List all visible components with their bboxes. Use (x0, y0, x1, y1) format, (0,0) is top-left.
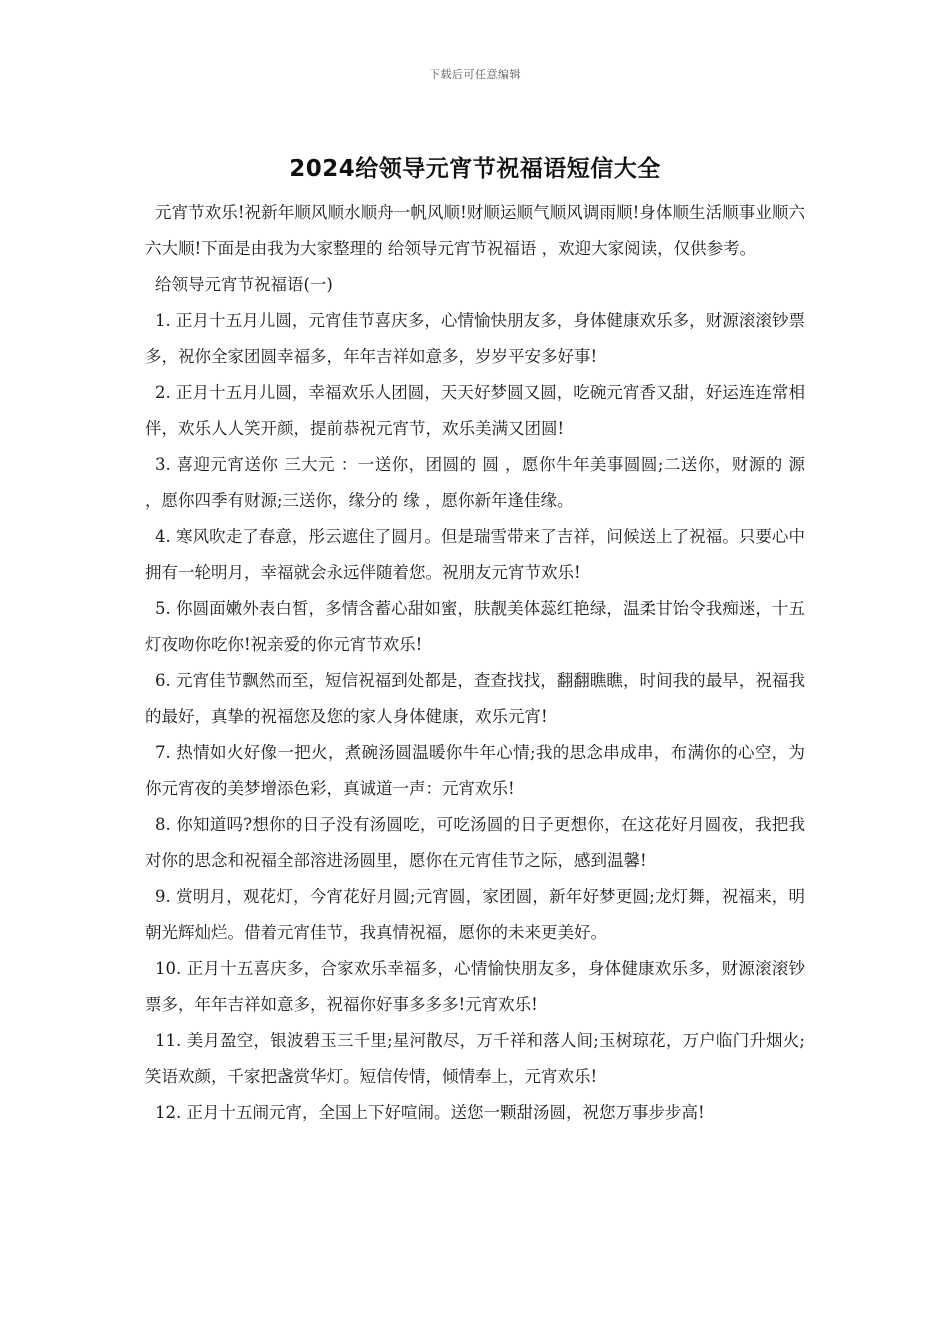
list-item: 8. 你知道吗?想你的日子没有汤圆吃，可吃汤圆的日子更想你，在这花好月圆夜，我把我对你的思念和祝福全部溶进汤圆里，愿你在元宵佳节之际，感到温馨! (145, 815, 805, 870)
list-item: 4. 寒风吹走了春意，彤云遮住了圆月。但是瑞雪带来了吉祥，问候送上了祝福。只要心中拥有一轮明月，幸福就会永远伴随着您。祝朋友元宵节欢乐! (145, 527, 805, 582)
list-item: 12. 正月十五闹元宵，全国上下好喧闹。送您一颗甜汤圆，祝您万事步步高! (155, 1103, 705, 1122)
list-item: 1. 正月十五月儿圆，元宵佳节喜庆多，心情愉快朋友多，身体健康欢乐多，财源滚滚钞票多，祝你全家团圆幸福多，年年吉祥如意多，岁岁平安多好事! (145, 311, 805, 366)
list-item: 10. 正月十五喜庆多，合家欢乐幸福多，心情愉快朋友多，身体健康欢乐多，财源滚滚钞票多，年年吉祥如意多，祝福你好事多多多!元宵欢乐! (145, 959, 805, 1014)
intro-paragraph: 元宵节欢乐!祝新年顺风顺水顺舟一帆风顺!财顺运顺气顺风调雨顺!身体顺生活顺事业顺六六大顺!下面是由我为大家整理的 给领导元宵节祝福语 ，欢迎大家阅读，仅供参考。 (145, 203, 805, 258)
document-title: 2024给领导元宵节祝福语短信大全 (289, 156, 661, 182)
list-item: 7. 热情如火好像一把火，煮碗汤圆温暖你牛年心情;我的思念串成串，布满你的心空，为你元宵夜的美梦增添色彩，真诚道一声：元宵欢乐! (145, 743, 805, 798)
document-body (145, 195, 805, 1131)
page-header-note: 下载后可任意编辑 (429, 68, 521, 81)
list-item: 9. 赏明月，观花灯，今宵花好月圆;元宵圆，家团圆，新年好梦更圆;龙灯舞，祝福来，明朝光辉灿烂。借着元宵佳节，我真情祝福，愿你的未来更美好。 (145, 887, 805, 942)
list-item: 11. 美月盈空，银波碧玉三千里;星河散尽，万千祥和落人间;玉树琼花，万户临门升烟火;笑语欢颜，千家把盏赏华灯。短信传情，倾情奉上，元宵欢乐! (145, 1031, 805, 1086)
list-item: 2. 正月十五月儿圆，幸福欢乐人团圆，天天好梦圆又圆，吃碗元宵香又甜，好运连连常相伴，欢乐人人笑开颜，提前恭祝元宵节，欢乐美满又团圆! (145, 383, 805, 438)
list-item: 3. 喜迎元宵送你 三大元 ：一送你，团圆的 圆 ，愿你牛年美事圆圆;二送你，财源的 源 ，愿你四季有财源;三送你，缘分的 缘 ，愿你新年逢佳缘。 (145, 455, 805, 510)
section-heading: 给领导元宵节祝福语(一) (155, 275, 333, 294)
list-item: 5. 你圆面嫩外表白皙，多情含蓄心甜如蜜，肤靓美体蕊红艳绿，温柔甘饴令我痴迷，十五灯夜吻你吃你!祝亲爱的你元宵节欢乐! (145, 599, 805, 654)
list-item: 6. 元宵佳节飘然而至，短信祝福到处都是，查查找找，翻翻瞧瞧，时间我的最早，祝福我的最好，真挚的祝福您及您的家人身体健康，欢乐元宵! (145, 671, 805, 726)
